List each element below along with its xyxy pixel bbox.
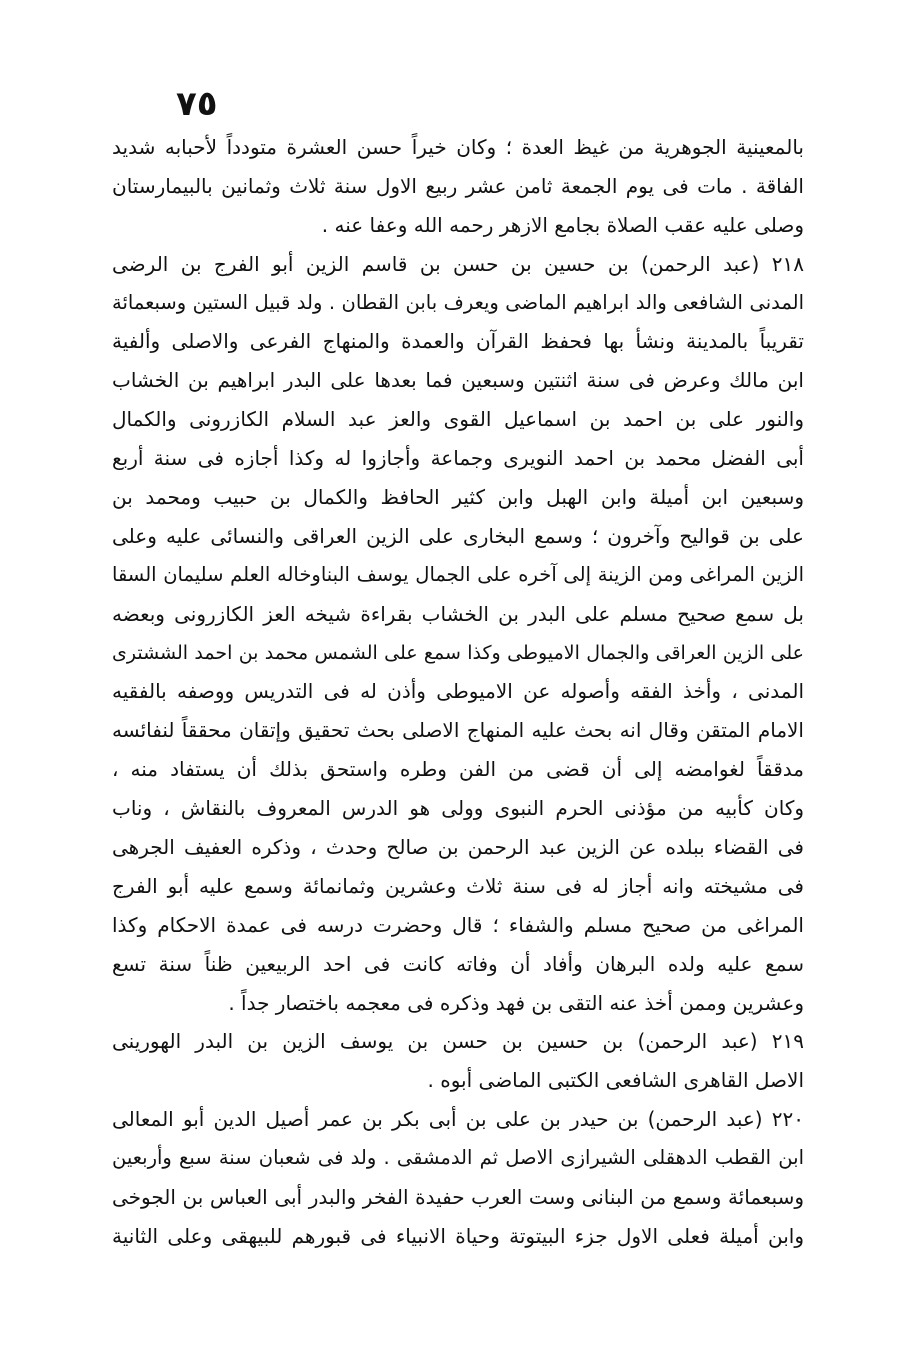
text-line: الزين المراغى ومن الزينة إلى آخره على الجمال يوسف البناوخاله العلم سليمان السقا <box>112 562 804 586</box>
text-line: وكان كأبيه من مؤذنى الحرم النبوى وولى هو الدرس المعروف بالنقاش ، وناب <box>112 796 804 821</box>
text-line: ابن مالك وعرض فى سنة اثنتين وسبعين فما بعدها على البدر ابراهيم بن الخشاب <box>112 368 804 393</box>
text-line: بالمعينية الجوهرية من غيظ العدة ؛ وكان خيراً حسن العشرة متودداً لأحبابه شديد <box>112 135 804 159</box>
text-line: مدققاً لغوامضه إلى أن قضى من الفن وطره واستحق بذلك أن يستفاد منه ، <box>112 757 804 782</box>
text-line: وسبعين ابن أميلة وابن الهبل وابن كثير الحافظ والكمال بن حبيب ومحمد بن <box>112 485 804 510</box>
text-line: وسبعمائة وسمع من البنانى وست العرب حفيدة الفخر والبدر أبى العباس بن الجوخى <box>112 1185 804 1210</box>
page-number: ٧٥ <box>176 84 218 124</box>
text-line: المدنى ، وأخذ الفقه وأصوله عن الاميوطى وأذن له فى التدريس ووصفه بالفقيه <box>112 679 804 704</box>
entry-220-heading: ٢٢٠ (عبد الرحمن) بن حيدر بن على بن أبى بكر بن عمر أصيل الدين أبو المعالى <box>112 1107 804 1132</box>
text-line: المراغى من صحيح مسلم والشفاء ؛ قال وحضرت درسه فى عمدة الاحكام وكذا <box>112 912 804 937</box>
entry-218-heading: ٢١٨ (عبد الرحمن) بن حسين بن حسن بن قاسم الزين أبو الفرج بن الرضى <box>112 251 804 276</box>
body-text <box>112 128 804 1256</box>
text-line: تقريباً بالمدينة ونشأ بها فحفظ القرآن والعمدة والمنهاج الفرعى والاصلى وألفية <box>112 329 804 354</box>
text-line: والنور على بن احمد بن اسماعيل القوى والعز عبد السلام الكازرونى والكمال <box>112 407 804 432</box>
text-line: على الزين العراقى والجمال الاميوطى وكذا سمع على الشمس محمد بن احمد الششترى <box>112 641 804 664</box>
entry-219-heading: ٢١٩ (عبد الرحمن) بن حسين بن حسن بن يوسف الزين بن البدر الهورينى <box>112 1029 804 1054</box>
text-line: وعشرين وممن أخذ عنه التقى بن فهد وذكره فى معجمه باختصار جداً . <box>228 990 804 1015</box>
text-line: ابن القطب الدهقلى الشيرازى الاصل ثم الدمشقى . ولد فى شعبان سنة سبع وأربعين <box>112 1146 804 1170</box>
text-line: على بن قواليح وآخرون ؛ وسمع البخارى على الزين العراقى والنسائى عليه وعلى <box>112 523 804 548</box>
text-line: بل سمع صحيح مسلم على البدر بن الخشاب بقراءة شيخه العز الكازرونى وبعضه <box>112 601 804 626</box>
text-line: وصلى عليه عقب الصلاة بجامع الازهر رحمه الله وعفا عنه . <box>321 212 804 237</box>
text-line: الامام المتقن وقال انه بحث عليه المنهاج الاصلى بحث تحقيق وإتقان محققاً لنفائسه <box>112 718 804 743</box>
text-line: وابن أميلة فعلى الاول جزء البيتوتة وحياة الانبياء فى قبورهم للبيهقى وعلى الثانية <box>112 1223 804 1248</box>
text-line: فى مشيخته وانه أجاز له فى سنة ثلاث وعشرين وثمانمائة وسمع عليه أبو الفرج <box>112 873 804 898</box>
text-line: المدنى الشافعى والد ابراهيم الماضى ويعرف بابن القطان . ولد قبيل الستين وسبعمائة <box>112 290 804 314</box>
text-line: الاصل القاهرى الشافعى الكتبى الماضى أبوه . <box>427 1068 804 1093</box>
text-line: سمع عليه ولده البرهان وأفاد أن وفاته كانت فى احد الربيعين ظناً سنة تسع <box>112 951 804 976</box>
text-line: أبى الفضل محمد بن احمد النويرى وجماعة وأجازوا له وكذا أجازه فى سنة أربع <box>112 446 804 471</box>
text-line: الفاقة . مات فى يوم الجمعة ثامن عشر ربيع الاول سنة ثلاث وثمانين بالبيمارستان <box>112 173 804 198</box>
text-line: فى القضاء ببلده عن الزين عبد الرحمن بن صالح وحدث ، وذكره العفيف الجرهى <box>112 835 804 860</box>
